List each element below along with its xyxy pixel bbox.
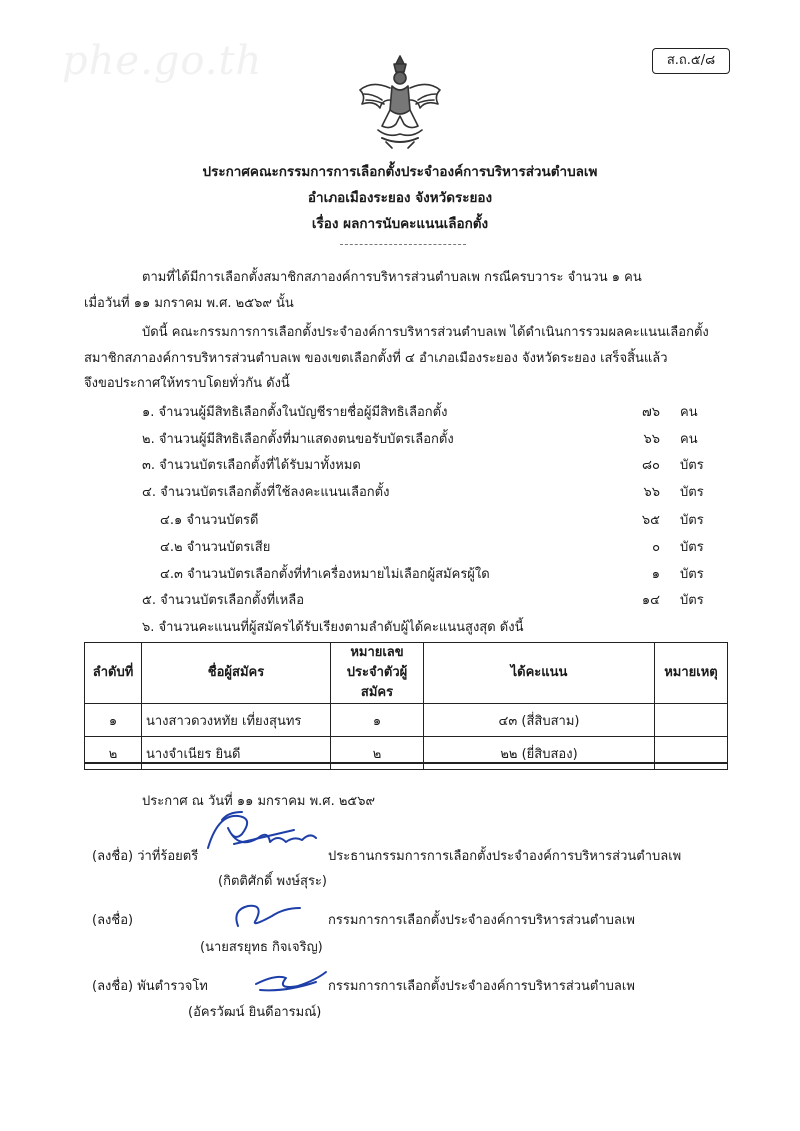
item-label: ๓. จำนวนบัตรเลือกตั้งที่ได้รับมาทั้งหมด — [142, 458, 361, 473]
watermark: phe.go.th — [62, 38, 263, 84]
header-remark: หมายเหตุ — [655, 643, 728, 704]
item-unit: บัตร — [680, 593, 704, 608]
signature-2-prefix: (ลงชื่อ) — [92, 913, 134, 928]
signature-1-name: (กิตติศักดิ์ พงษ์สุระ) — [218, 874, 327, 889]
signature-1-prefix: (ลงชื่อ) ว่าที่ร้อยตรี — [92, 849, 199, 864]
item-label: ๔.๒ จำนวนบัตรเสีย — [160, 540, 271, 555]
item-value: ๑๔ — [641, 593, 660, 608]
signature-2-name: (นายสรยุทธ กิจเจริญ) — [200, 940, 323, 955]
signature-3-name: (อัครวัฒน์ ยินดีอารมณ์) — [188, 1005, 322, 1020]
table-bottom-rule — [84, 762, 728, 764]
item-label: ๕. จำนวนบัตรเลือกตั้งที่เหลือ — [142, 593, 305, 608]
paragraph-1-line-1: ตามที่ได้มีการเลือกตั้งสมาชิกสภาองค์การบริหารส่วนตำบลเพ กรณีครบวาระ จำนวน ๑ คน — [142, 270, 642, 285]
header-name: ชื่อผู้สมัคร — [142, 643, 331, 704]
header-rank: ลำดับที่ — [85, 643, 142, 704]
header-number-line-1: หมายเลข — [350, 645, 404, 660]
item-value: ๘๐ — [642, 458, 660, 473]
item-label: ๒. จำนวนผู้มีสิทธิเลือกตั้งที่มาแสดงตนขอรับบัตรเลือกตั้ง — [142, 432, 454, 447]
paragraph-2-line-2: สมาชิกสภาองค์การบริหารส่วนตำบลเพ ของเขตเลือกตั้งที่ ๔ อำเภอเมืองระยอง จังหวัดระยอง เสร็จสิ้นแล้ว — [84, 351, 668, 366]
cell-rank: ๑ — [85, 704, 142, 737]
cell-votes: ๒๒ (ยี่สิบสอง) — [424, 737, 655, 770]
header-votes: ได้คะแนน — [424, 643, 655, 704]
item-unit: คน — [680, 432, 698, 447]
item-label: ๑. จำนวนผู้มีสิทธิเลือกตั้งในบัญชีรายชื่อผู้มีสิทธิเลือกตั้ง — [142, 405, 448, 420]
item-unit: บัตร — [680, 513, 704, 528]
header-number-line-2: ประจำตัวผู้สมัคร — [346, 665, 408, 700]
item-unit: บัตร — [680, 540, 704, 555]
signature-3-scribble — [246, 962, 336, 998]
subject-line: เรื่อง ผลการนับคะแนนเลือกตั้ง — [311, 216, 489, 232]
header-number — [331, 643, 424, 704]
district-province: อำเภอเมืองระยอง จังหวัดระยอง — [307, 190, 493, 206]
item-value: ๐ — [652, 540, 660, 555]
heading-divider — [340, 244, 466, 245]
paragraph-2-line-3: จึงขอประกาศให้ทราบโดยทั่วกัน ดังนี้ — [84, 376, 290, 391]
item-value: ๖๖ — [643, 485, 660, 500]
table-row — [85, 737, 728, 770]
garuda-emblem-icon — [352, 50, 448, 150]
cell-remark — [655, 704, 728, 737]
signature-1-position: ประธานกรรมการการเลือกตั้งประจำองค์การบริหารส่วนตำบลเพ — [328, 849, 682, 864]
announcement-date: ประกาศ ณ วันที่ ๑๑ มกราคม พ.ศ. ๒๕๖๙ — [142, 794, 376, 809]
item-unit: คน — [680, 405, 698, 420]
cell-remark — [655, 737, 728, 770]
candidate-results-table — [84, 642, 728, 770]
item-value: ๖๕ — [641, 513, 660, 528]
announcement-title: ประกาศคณะกรรมการการเลือกตั้งประจำองค์การบริหารส่วนตำบลเพ — [202, 164, 598, 180]
signature-3-prefix: (ลงชื่อ) พันตำรวจโท — [92, 979, 208, 994]
item-value: ๑ — [651, 567, 660, 582]
paragraph-2-line-1: บัดนี้ คณะกรรมการการเลือกตั้งประจำองค์การบริหารส่วนตำบลเพ ได้ดำเนินการรวมผลคะแนนเลือกตั้ง — [142, 325, 709, 340]
form-code-box: ส.ถ.๕/๘ — [652, 48, 730, 74]
cell-name: นางจำเนียร ยินดี — [142, 737, 331, 770]
cell-votes: ๔๓ (สี่สิบสาม) — [424, 704, 655, 737]
item-label: ๔.๑ จำนวนบัตรดี — [160, 513, 259, 528]
cell-rank: ๒ — [85, 737, 142, 770]
signature-1-scribble — [198, 808, 328, 868]
item-unit: บัตร — [680, 458, 704, 473]
item-label: ๔. จำนวนบัตรเลือกตั้งที่ใช้ลงคะแนนเลือกตั้ง — [142, 485, 390, 500]
cell-number: ๑ — [331, 704, 424, 737]
item-6-label: ๖. จำนวนคะแนนที่ผู้สมัครได้รับเรียงตามลำดับผู้ได้คะแนนสูงสุด ดังนี้ — [142, 620, 524, 635]
cell-number: ๒ — [331, 737, 424, 770]
signature-3-position: กรรมการการเลือกตั้งประจำองค์การบริหารส่วนตำบลเพ — [328, 979, 635, 994]
paragraph-1-line-2: เมื่อวันที่ ๑๑ มกราคม พ.ศ. ๒๕๖๙ นั้น — [84, 296, 294, 311]
item-label: ๔.๓ จำนวนบัตรเลือกตั้งที่ทำเครื่องหมายไม่เลือกผู้สมัครผู้ใด — [160, 567, 490, 582]
table-row — [85, 704, 728, 737]
item-unit: บัตร — [680, 567, 704, 582]
table-header-row — [85, 643, 728, 704]
item-value: ๖๖ — [643, 432, 660, 447]
signature-2-position: กรรมการการเลือกตั้งประจำองค์การบริหารส่วนตำบลเพ — [328, 913, 635, 928]
item-unit: บัตร — [680, 485, 704, 500]
item-value: ๗๖ — [641, 405, 660, 420]
cell-name: นางสาวดวงหทัย เที่ยงสุนทร — [142, 704, 331, 737]
signature-2-scribble — [226, 896, 316, 936]
